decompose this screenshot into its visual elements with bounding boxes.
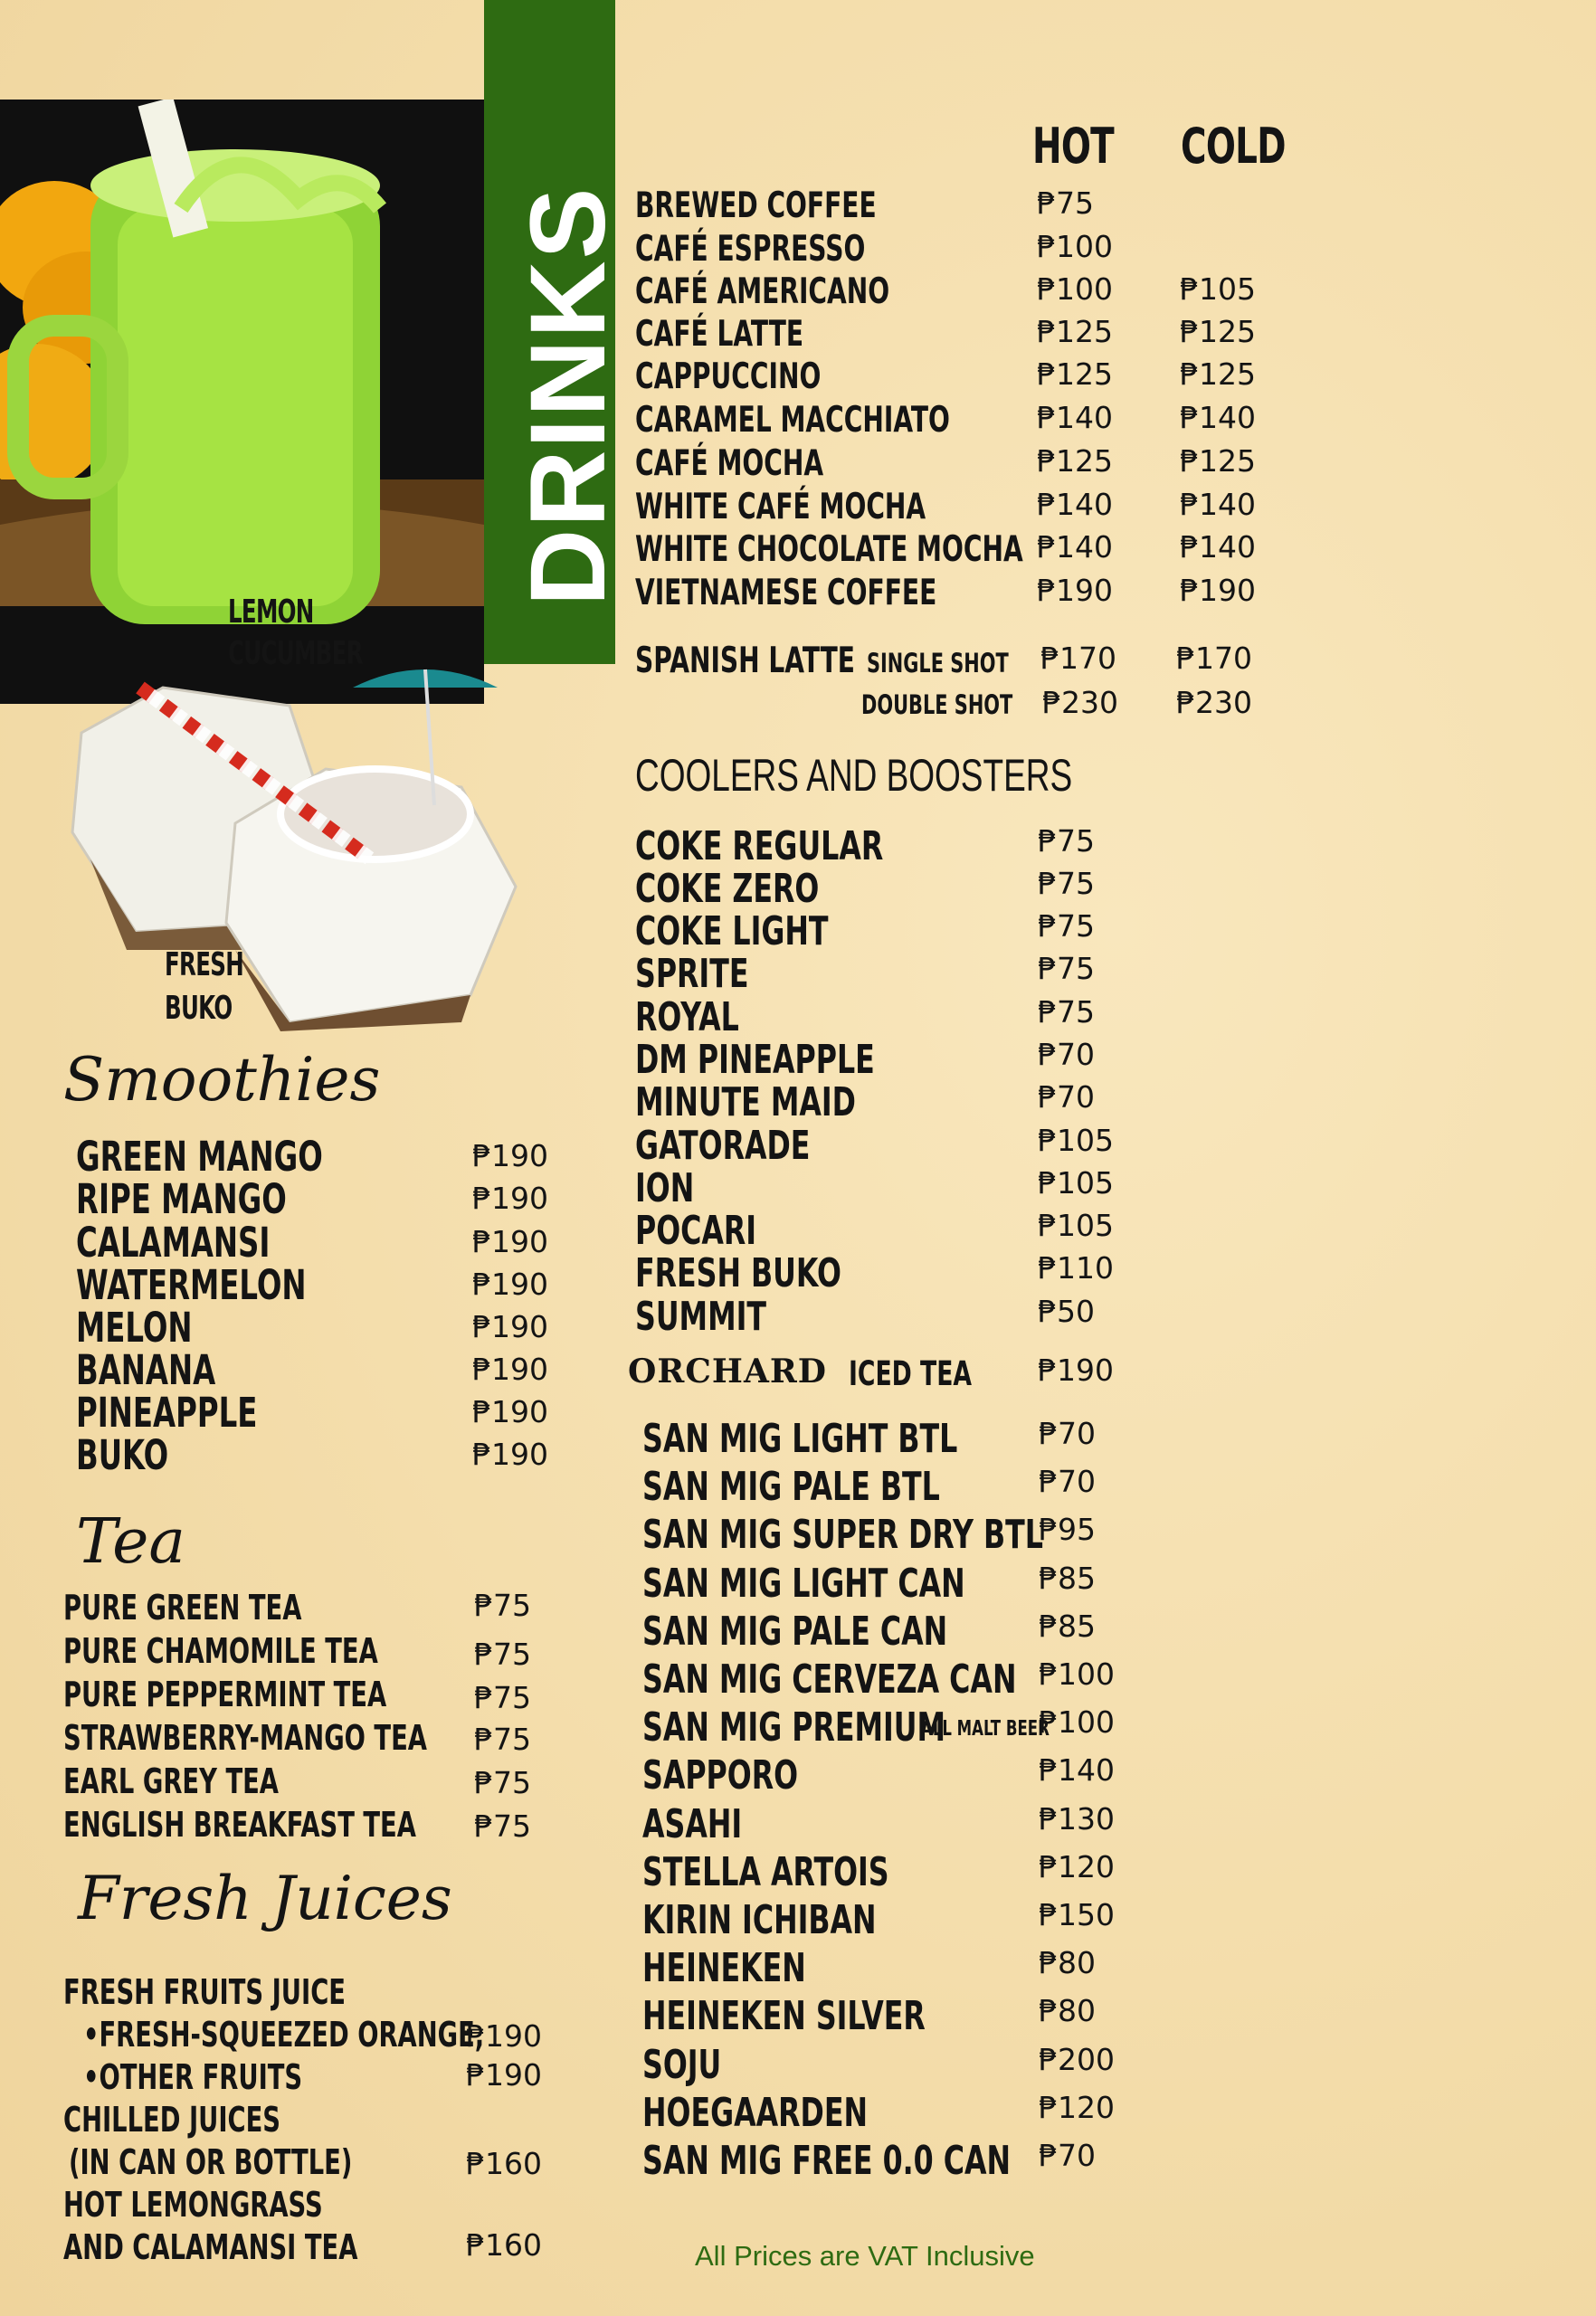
item-name: CALAMANSI: [76, 1219, 271, 1267]
item-price-cold: ₱125: [1180, 314, 1256, 349]
item-name: AND CALAMANSI TEA: [63, 2227, 358, 2267]
item-name: WHITE CHOCOLATE MOCHA: [635, 529, 1023, 570]
item-name: DM PINEAPPLE: [635, 1037, 875, 1083]
item-price-hot: ₱140: [1037, 400, 1113, 435]
item-price: ₱75: [1038, 908, 1095, 944]
item-price: ₱70: [1039, 1464, 1096, 1499]
item-price: ₱70: [1038, 1079, 1095, 1115]
item-name: HOEGAARDEN: [642, 2090, 868, 2136]
item-name: •FRESH-SQUEEZED ORANGE,: [83, 2015, 485, 2055]
item-price-hot: ₱75: [1037, 185, 1094, 221]
item-price: ₱100: [1039, 1656, 1115, 1692]
item-price: ₱105: [1038, 1208, 1114, 1243]
item-name: CHILLED JUICES: [63, 2100, 281, 2140]
item-name: COKE REGULAR: [635, 823, 884, 869]
item-name: WATERMELON: [76, 1261, 307, 1309]
item-price-hot: ₱100: [1037, 271, 1113, 307]
item-price: ₱190: [472, 1267, 548, 1302]
item-name: SAN MIG FREE 0.0 CAN: [642, 2138, 1012, 2184]
item-price-hot: ₱100: [1037, 229, 1113, 264]
item-name: (IN CAN OR BOTTLE): [69, 2142, 353, 2182]
item-name: BREWED COFFEE: [635, 185, 877, 226]
item-price: ₱75: [1038, 866, 1095, 901]
item-price: ₱95: [1039, 1512, 1096, 1547]
item-price: ₱75: [474, 1765, 531, 1800]
item-name: WHITE CAFÉ MOCHA: [635, 487, 926, 527]
double-shot-label: DOUBLE SHOT: [861, 689, 1013, 720]
item-price: ₱200: [1039, 2042, 1115, 2077]
item-price: ₱75: [474, 1808, 531, 1844]
item-name: VIETNAMESE COFFEE: [635, 573, 937, 613]
item-name: SAN MIG PALE BTL: [642, 1464, 940, 1510]
item-price: ₱80: [1039, 1945, 1096, 1980]
item-name: FRESH BUKO: [635, 1250, 841, 1296]
item-price: ₱75: [474, 1637, 531, 1672]
item-name: GREEN MANGO: [76, 1133, 323, 1181]
item-name: CAFÉ MOCHA: [635, 443, 824, 484]
item-name: SUMMIT: [635, 1294, 766, 1340]
item-name: •OTHER FRUITS: [83, 2057, 303, 2097]
item-price-hot: ₱230: [1042, 685, 1118, 720]
item-price: ₱100: [1039, 1704, 1115, 1740]
item-price: ₱120: [1039, 2090, 1115, 2125]
item-price: ₱50: [1038, 1294, 1095, 1329]
item-price: ₱70: [1038, 1037, 1095, 1072]
item-price: ₱75: [474, 1588, 531, 1623]
item-price: ₱85: [1039, 1609, 1096, 1644]
item-name: SAN MIG PREMIUM: [642, 1704, 946, 1751]
item-name: PINEAPPLE: [76, 1389, 258, 1437]
item-name: ROYAL: [635, 994, 739, 1040]
item-name: ASAHI: [642, 1801, 743, 1847]
item-price-cold: ₱125: [1180, 356, 1256, 392]
item-note: ALL MALT BEER: [921, 1717, 1050, 1741]
item-price-cold: ₱230: [1176, 685, 1252, 720]
item-name: SOJU: [642, 2042, 722, 2088]
item-name: STELLA ARTOIS: [642, 1849, 889, 1895]
item-price: ₱190: [472, 1437, 548, 1472]
item-price-cold: ₱170: [1176, 641, 1252, 676]
item-price: ₱190: [1038, 1353, 1114, 1388]
item-price: ₱75: [474, 1722, 531, 1757]
item-price: ₱190: [472, 1138, 548, 1173]
juices-title: Fresh Juices: [78, 1864, 452, 1933]
item-name: SAN MIG PALE CAN: [642, 1609, 948, 1655]
item-name: CAFÉ AMERICANO: [635, 271, 890, 312]
page-title: DRINKS: [508, 185, 628, 606]
orchard-brand: ORCHARD: [628, 1353, 828, 1391]
fresh-buko-photo: [54, 651, 525, 1031]
vat-note: All Prices are VAT Inclusive: [695, 2240, 1035, 2272]
item-price: ₱110: [1038, 1250, 1114, 1286]
item-price-cold: ₱190: [1180, 573, 1256, 608]
item-price-hot: ₱140: [1037, 487, 1113, 522]
item-name: EARL GREY TEA: [63, 1761, 279, 1801]
item-name: CARAMEL MACCHIATO: [635, 400, 950, 441]
item-price: ₱75: [1038, 994, 1095, 1030]
smoothies-title: Smoothies: [63, 1045, 381, 1115]
item-name: POCARI: [635, 1208, 757, 1254]
item-name: COKE ZERO: [635, 866, 820, 912]
item-name: MELON: [76, 1304, 193, 1352]
item-name: SAPPORO: [642, 1752, 799, 1799]
coolers-title: COOLERS AND BOOSTERS: [635, 750, 1073, 801]
item-price: ₱190: [466, 2018, 542, 2054]
item-price: ₱190: [466, 2057, 542, 2093]
item-name: HEINEKEN: [642, 1945, 806, 1991]
item-price: ₱160: [466, 2146, 542, 2181]
item-name: PURE PEPPERMINT TEA: [63, 1675, 387, 1714]
item-price-cold: ₱140: [1180, 487, 1256, 522]
item-name: PURE GREEN TEA: [63, 1588, 302, 1628]
item-name: HEINEKEN SILVER: [642, 1993, 926, 2039]
item-price: ₱190: [472, 1181, 548, 1216]
item-price: ₱70: [1039, 1416, 1096, 1451]
item-price: ₱105: [1038, 1123, 1114, 1158]
col-cold-header: COLD: [1181, 118, 1286, 175]
item-price-hot: ₱125: [1037, 356, 1113, 392]
item-name: RIPE MANGO: [76, 1175, 287, 1223]
item-price: ₱190: [472, 1352, 548, 1387]
item-name: FRESH FRUITS JUICE: [63, 1972, 346, 2012]
item-price: ₱160: [466, 2227, 542, 2263]
item-price: ₱190: [472, 1224, 548, 1259]
item-name: MINUTE MAID: [635, 1079, 856, 1125]
item-name: ENGLISH BREAKFAST TEA: [63, 1805, 416, 1845]
item-price-hot: ₱125: [1037, 314, 1113, 349]
item-name: COKE LIGHT: [635, 908, 829, 954]
item-price: ₱150: [1039, 1897, 1115, 1932]
col-hot-header: HOT: [1032, 118, 1114, 175]
item-name: SAN MIG CERVEZA CAN: [642, 1656, 1017, 1703]
item-name: CAFÉ LATTE: [635, 314, 804, 355]
item-name: CAPPUCCINO: [635, 356, 822, 397]
item-price: ₱190: [472, 1309, 548, 1344]
item-price-hot: ₱125: [1037, 443, 1113, 479]
item-price-hot: ₱170: [1040, 641, 1116, 676]
item-price: ₱70: [1039, 2138, 1096, 2173]
item-name: SPANISH LATTE: [635, 641, 855, 681]
item-price: ₱190: [472, 1394, 548, 1429]
item-name: SAN MIG SUPER DRY BTL: [642, 1512, 1043, 1558]
single-shot-label: SINGLE SHOT: [867, 648, 1009, 679]
tea-title: Tea: [76, 1506, 185, 1578]
item-name: GATORADE: [635, 1123, 811, 1169]
item-name: HOT LEMONGRASS: [63, 2185, 323, 2225]
item-name: PURE CHAMOMILE TEA: [63, 1631, 378, 1671]
item-name: CAFÉ ESPRESSO: [635, 229, 866, 270]
item-name: SAN MIG LIGHT CAN: [642, 1561, 965, 1607]
item-price: ₱75: [474, 1680, 531, 1715]
fresh-buko-label: FRESH BUKO: [165, 946, 244, 1027]
item-price-cold: ₱125: [1180, 443, 1256, 479]
item-price-hot: ₱190: [1037, 573, 1113, 608]
lemon-cucumber-label: LEMON CUCUMBER: [228, 593, 363, 672]
item-price-hot: ₱140: [1037, 529, 1113, 565]
item-name: SPRITE: [635, 951, 749, 997]
item-name: ION: [635, 1165, 695, 1211]
item-price-cold: ₱140: [1180, 400, 1256, 435]
item-price: ₱75: [1038, 823, 1095, 859]
item-name: STRAWBERRY-MANGO TEA: [63, 1718, 427, 1758]
item-price: ₱80: [1039, 1993, 1096, 2028]
item-price: ₱85: [1039, 1561, 1096, 1596]
item-price-cold: ₱140: [1180, 529, 1256, 565]
item-name: BANANA: [76, 1346, 216, 1394]
item-name: KIRIN ICHIBAN: [642, 1897, 877, 1943]
item-price: ₱105: [1038, 1165, 1114, 1201]
item-price: ₱130: [1039, 1801, 1115, 1837]
item-price: ₱140: [1039, 1752, 1115, 1788]
item-name: SAN MIG LIGHT BTL: [642, 1416, 958, 1462]
item-name: ICED TEA: [849, 1354, 973, 1393]
item-price: ₱120: [1039, 1849, 1115, 1884]
item-name: BUKO: [76, 1431, 169, 1479]
item-price: ₱75: [1038, 951, 1095, 986]
item-price-cold: ₱105: [1180, 271, 1256, 307]
